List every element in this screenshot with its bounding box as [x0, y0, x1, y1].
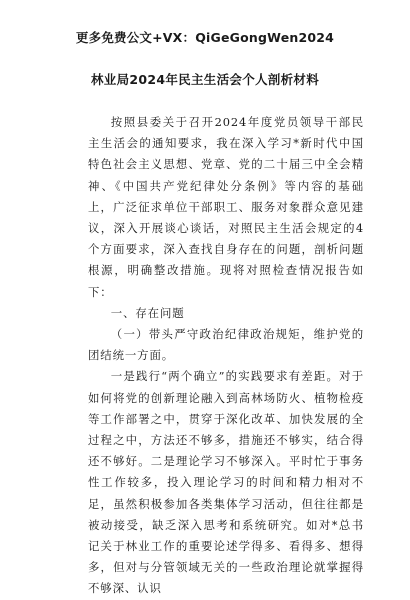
document-body — [88, 112, 364, 600]
watermark-header: 更多免费公文+VX：QiGeGongWen2024 — [75, 30, 335, 45]
section-heading: 一、存在问题 — [110, 305, 185, 320]
intro-paragraph: 按照县委关于召开2024年度党员领导干部民主生活会的通知要求，我在深入学习*新时代中国特色社会主义思想、党章、党的二十届三中全会精神、《中国共产党纪律处分条例》等内容的基础上，广泛征求单位干部职工、服务对象群众意见建议，深入开展谈心谈话，对照民主生活会规定的4个方面要求，深入查找自身存在的问题，剖析问题根源，明确整改措施。现将对照检查情况报告如下： — [88, 115, 364, 299]
body-paragraph: 一是践行“两个确立”的实践要求有差距。对于如何将党的创新理论融入到高林场防火、植物检疫等工作部署之中，贯穿于深化改革、加快发展的全过程之中，方法还不够多，措施还不够实，结合得还不够好。二是理论学习不够深入。平时忙于事务性工作较多，投入理论学习的时间和精力相对不足，虽然积极参加各类集体学习活动，但往往都是被动接受，缺乏深入思考和系统研究。如对*总书记关于林业工作的重要论述学得多、看得多、想得多，但对与分管领域无关的一些政治理论就掌握得不够深、认识 — [88, 369, 364, 596]
document-title: 林业局2024年民主生活会个人剖析材料 — [91, 72, 319, 87]
subsection-heading: （一）带头严守政治纪律政治规矩，维护党的团结统一方面。 — [88, 327, 364, 363]
